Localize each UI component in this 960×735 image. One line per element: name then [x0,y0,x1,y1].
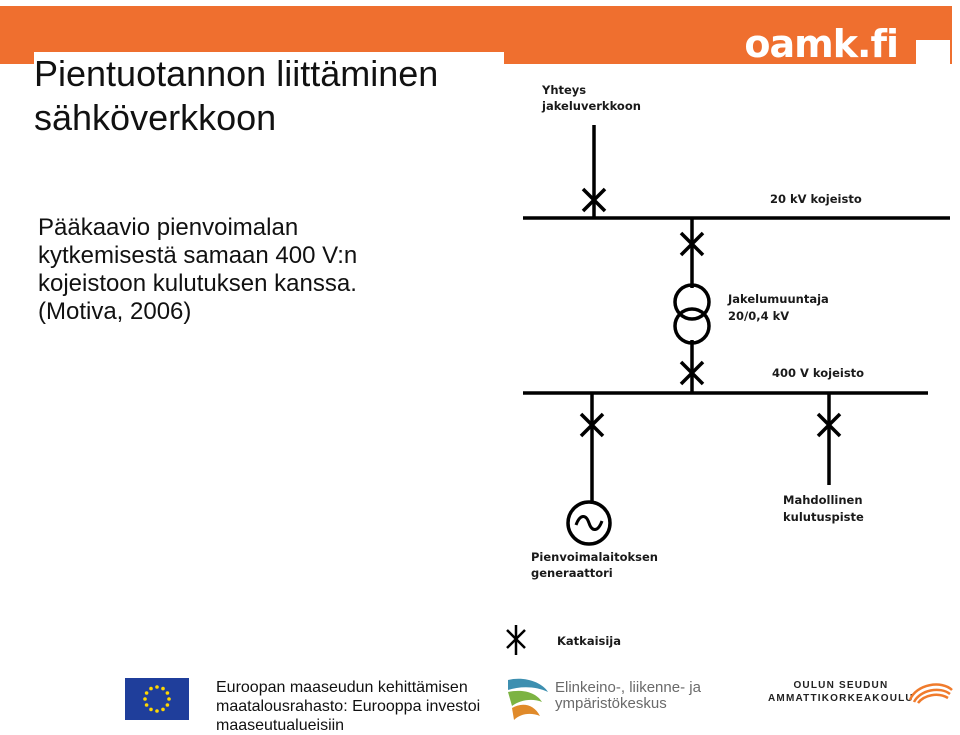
description-line1: Pääkaavio pienvoimalan [38,214,299,241]
eu-stars-icon [125,678,189,720]
legend-breaker-label: Katkaisija [557,634,622,648]
consumption-label-line1: Mahdollinen [783,493,863,507]
oamk-footer-line2: AMMATTIKORKEAKOULU [768,693,914,704]
transformer-label-line1: Jakelumuuntaja [728,292,829,306]
description-line2: kytkemisestä samaan 400 V:n [38,242,358,269]
generator-icon [568,502,610,544]
page-title-line2: sähköverkkoon [34,97,277,138]
page-title-line1: Pientuotannon liittäminen [34,53,439,94]
transformer-label-line2: 20/0,4 kV [728,309,790,323]
connection-label-line2: jakeluverkkoon [542,99,641,113]
eu-funding-text [216,678,480,735]
ely-line1: Elinkeino-, liikenne- ja [555,679,701,696]
connection-label-line1: Yhteys [542,83,587,97]
generator-label-line1: Pienvoimalaitoksen [531,550,658,564]
legend-breaker-icon [507,625,525,655]
transformer-icon [675,285,709,343]
oamk-emblem-icon [906,676,956,704]
bus-400v-label: 400 V kojeisto [772,366,865,380]
oamk-logo: oamk.fi [744,22,898,66]
oamk-footer-line1: OULUN SEUDUN [793,680,889,691]
ely-line2: ympäristökeskus [555,695,667,712]
eu-flag-icon [125,678,189,720]
generator-label-line2: generaattori [531,566,613,580]
oamk-footer-logo [768,679,914,705]
bus-20kv-label: 20 kV kojeisto [770,192,862,206]
ely-text [555,680,701,712]
eu-funding-line3: maaseutualueisiin [216,717,345,734]
description-line4: (Motiva, 2006) [38,298,192,325]
eu-funding-line1: Euroopan maaseudun kehittämisen [216,679,468,696]
description-line3: kojeistoon kulutuksen kanssa. [38,270,357,297]
consumption-label-line2: kulutuspiste [783,510,864,524]
eu-funding-line2: maatalousrahasto: Eurooppa investoi [216,698,481,715]
